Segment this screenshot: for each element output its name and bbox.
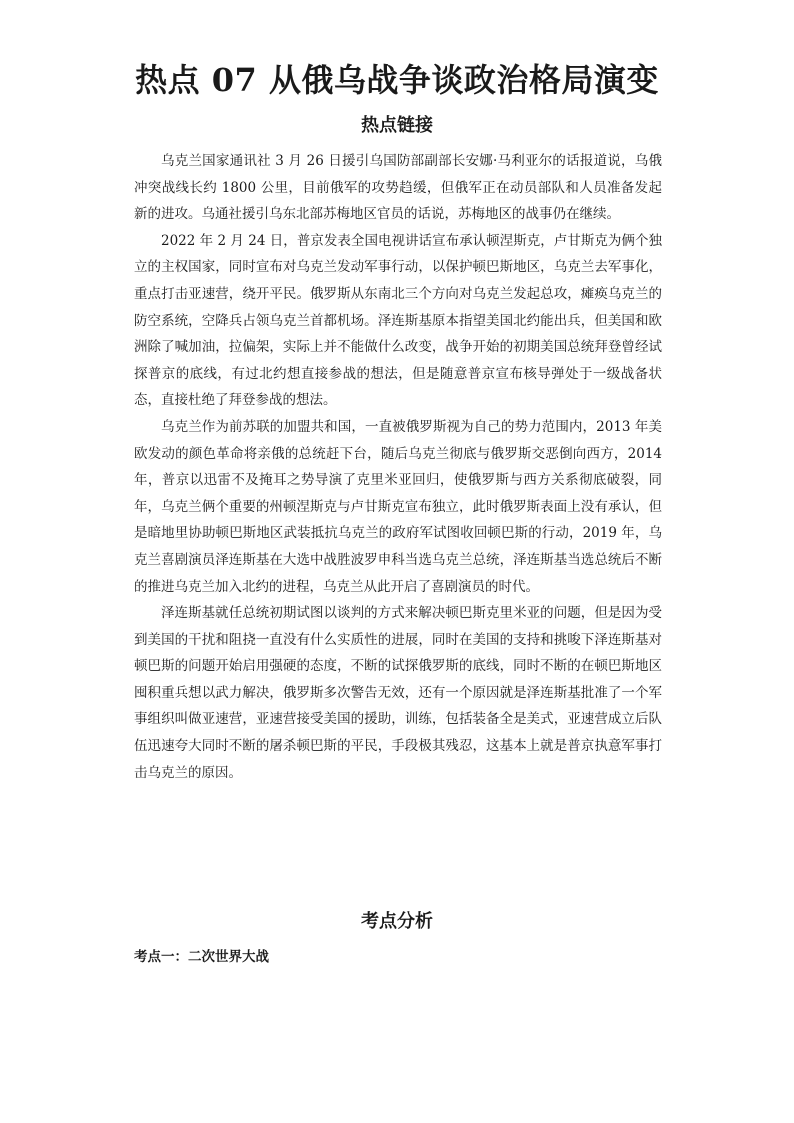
paragraph: 泽连斯基就任总统初期试图以谈判的方式来解决顿巴斯克里米亚的问题，但是因为受到美国的干扰和阻挠一直没有什么实质性的进展，同时在美国的支持和挑唆下泽连斯基对顿巴斯的问题开始启用强硬的态度，不断的试探俄罗斯的底线，同时不断的在顿巴斯地区囤积重兵想以武力解决，俄罗斯多次警告无效，还有一个原因就是泽连斯基批准了一个军事组织叫做亚速营，亚速营接受美国的援助，训练，包括装备全是美式，亚速营成立后队伍迅速夸大同时不断的屠杀顿巴斯的平民，手段极其残忍，这基本上就是普京执意军事打击乌克兰的原因。 xyxy=(134,605,662,781)
page-title: 热点 07 从俄乌战争谈政治格局演变 xyxy=(135,61,659,99)
section-heading-hotspot-link: 热点链接 xyxy=(361,115,433,136)
paragraph: 2022 年 2 月 24 日，普京发表全国电视讲话宣布承认顿涅斯克，卢甘斯克为俩个独立的主权国家，同时宣布对乌克兰发动军事行动，以保护顿巴斯地区，乌克兰去军事化，重点打击亚速营，绕开平民。俄罗斯从东南北三个方向对乌克兰发起总攻，瘫痪乌克兰的防空系统，空降兵占领乌克兰首都机场。泽连斯基原本指望美国北约能出兵，但美国和欧洲除了喊加油，拉偏架，实际上并不能做什么改变，战争开始的初期美国总统拜登曾经试探普京的底线，有过北约想直接参战的想法，但是随意普京宣布核导弹处于一级战备状态，直接杜绝了拜登参战的想法。 xyxy=(134,232,662,409)
paragraph: 乌克兰国家通讯社 3 月 26 日援引乌国防部副部长安娜·马利亚尔的话报道说，乌俄冲突战线长约 1800 公里，目前俄军的攻势趋缓，但俄军正在动员部队和人员准备发起新的进攻。乌通社援引乌东北部苏梅地区官员的话说，苏梅地区的战事仍在继续。 xyxy=(134,153,662,223)
section-heading-analysis: 考点分析 xyxy=(361,911,433,932)
article-body xyxy=(134,148,662,786)
exam-point-heading: 考点一：二次世界大战 xyxy=(134,949,269,965)
paragraph: 乌克兰作为前苏联的加盟共和国，一直被俄罗斯视为自己的势力范围内，2013 年美欧发动的颜色革命将亲俄的总统赶下台，随后乌克兰彻底与俄罗斯交恶倒向西方，2014 年，普京以迅雷不及掩耳之势导演了克里米亚回归，使俄罗斯与西方关系彻底破裂，同年，乌克兰俩个重要的州顿涅斯克与卢甘斯克宣布独立，此时俄罗斯表面上没有承认，但是暗地里协助顿巴斯地区武装抵抗乌克兰的政府军试图收回顿巴斯的行动，2019 年，乌克兰喜剧演员泽连斯基在大选中战胜波罗申科当选乌克兰总统，泽连斯基当选总统后不断的推进乌克兰加入北约的进程，乌克兰从此开启了喜剧演员的时代。 xyxy=(134,418,662,595)
